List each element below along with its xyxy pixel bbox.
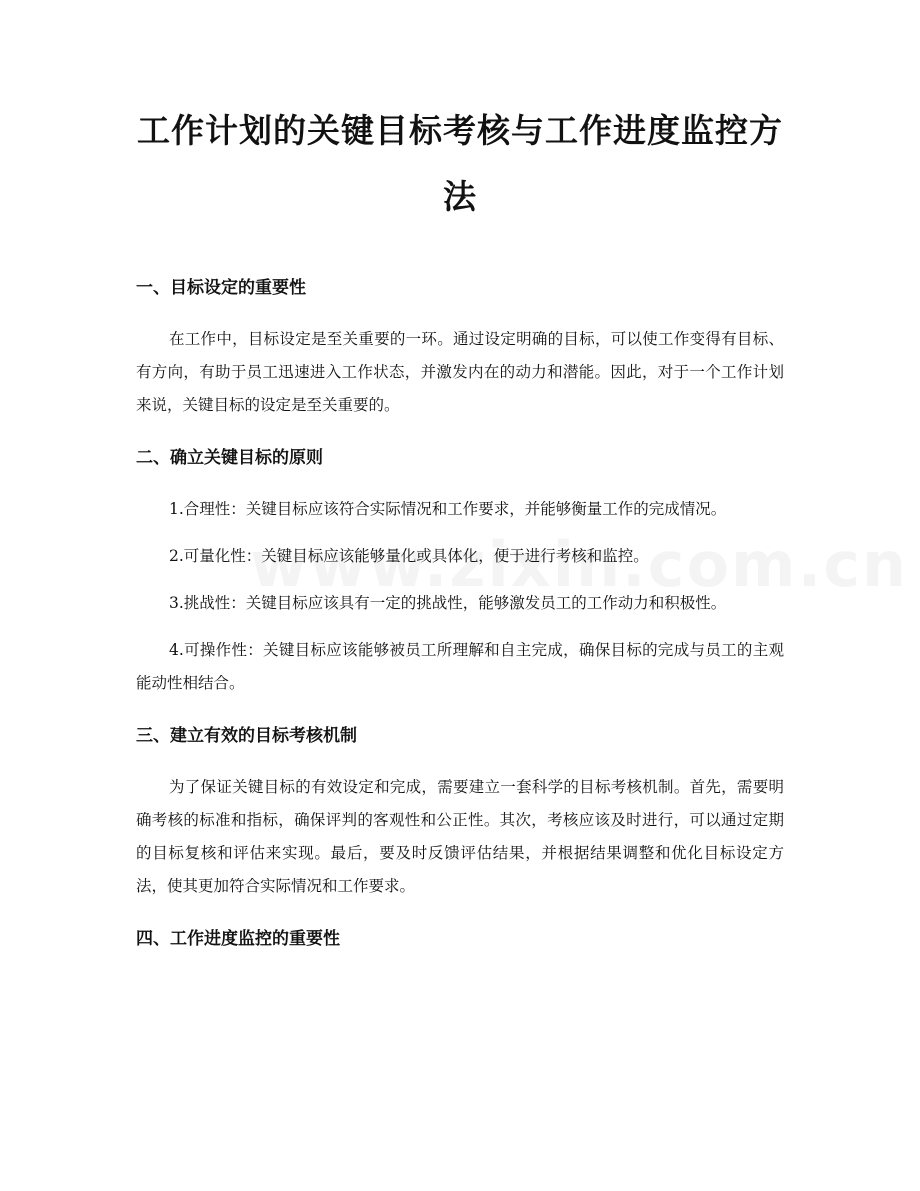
section-2-item-1: 1.合理性：关键目标应该符合实际情况和工作要求，并能够衡量工作的完成情况。	[169, 500, 727, 518]
section-2-item-2: 2.可量化性：关键目标应该能够量化或具体化，便于进行考核和监控。	[169, 547, 649, 565]
section-3-paragraph-1: 为了保证关键目标的有效设定和完成，需要建立一套科学的目标考核机制。首先，需要明确考核的标准和指标，确保评判的客观性和公正性。其次，考核应该及时进行，可以通过定期的目标复核和评估来实现。最后，要及时反馈评估结果，并根据结果调整和优化目标设定方法，使其更加符合实际情况和工作要求。	[136, 778, 784, 895]
section-heading-2: 二、确立关键目标的原则	[136, 448, 323, 468]
section-heading-4: 四、工作进度监控的重要性	[136, 929, 340, 949]
section-2-item-4: 4.可操作性：关键目标应该能够被员工所理解和自主完成，确保目标的完成与员工的主观能动性相结合。	[136, 641, 784, 692]
section-heading-1: 一、目标设定的重要性	[136, 278, 306, 298]
section-heading-3: 三、建立有效的目标考核机制	[136, 726, 357, 746]
section-1-paragraph-1: 在工作中，目标设定是至关重要的一环。通过设定明确的目标，可以使工作变得有目标、有方向，有助于员工迅速进入工作状态，并激发内在的动力和潜能。因此，对于一个工作计划来说，关键目标的设定是至关重要的。	[136, 330, 784, 414]
section-2-item-3: 3.挑战性：关键目标应该具有一定的挑战性，能够激发员工的工作动力和积极性。	[169, 594, 727, 612]
document-title: 工作计划的关键目标考核与工作进度监控方法	[137, 111, 783, 216]
